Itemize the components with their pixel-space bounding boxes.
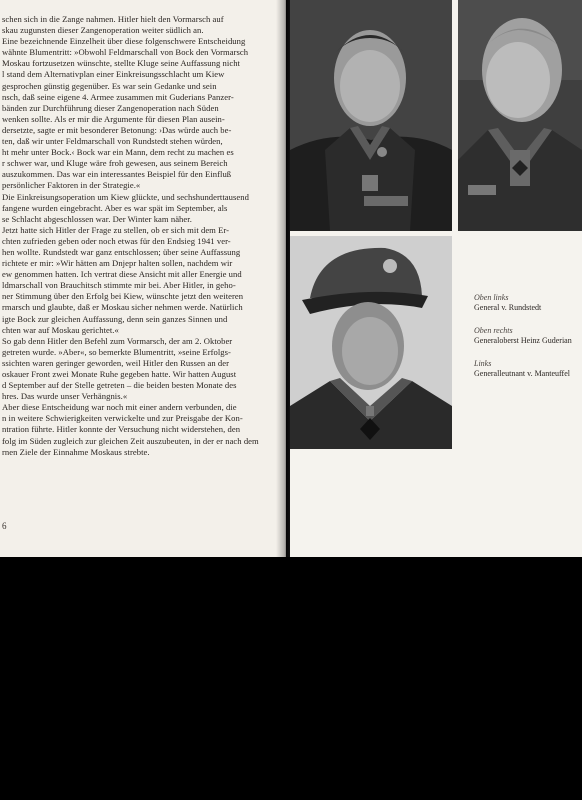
text-line: oskauer Front zwei Monate Ruhe gegeben hatte. Wir hatten August (2, 369, 237, 379)
photo-captions (474, 293, 582, 392)
text-line: fangene wurden eingebracht. Aber es war spät im September, als (2, 202, 228, 213)
caption-heading: Links (474, 359, 492, 368)
text-line: se Schlacht abgeschlossen war. Der Winter kam näher. (2, 213, 192, 224)
text-line: ew genommen hatten. Ich vertrat diese Ansicht mit aller Energie und (2, 269, 242, 280)
text-line: ten, daß wir unter Feldmarschall von Rundstedt stehen würden, (2, 136, 223, 147)
text-line: folg im Süden zugleich zur gleichen Zeit auszubeuten, in der er nach dem (2, 435, 259, 446)
text-line: n in weitere Schwierigkeiten verwickelte und zur Preisgabe der Kon- (2, 413, 243, 424)
caption-top-left (474, 293, 582, 313)
caption-top-right (474, 326, 582, 346)
text-line: gesprochen günstig gegenüber. Es war sein Gedanke und sein (2, 80, 217, 91)
text-line: So gab denn Hitler den Befehl zum Vormarsch, der am 2. Oktober (2, 335, 233, 346)
book-gutter (276, 0, 290, 557)
text-line: chten war auf Moskau gerichtet.« (2, 324, 119, 335)
text-line: wähnte Blumentritt: »Obwohl Feldmarschall von Bock den Vormarsch (2, 47, 249, 58)
text-line: richtete er mir: »Wir hätten am Dnjepr halten sollen, nachdem wir (2, 258, 233, 269)
text-line: bänden zur Durchführung dieser Zangenoperation nach Süden (2, 102, 219, 113)
text-line: ntration führte. Hitler konnte der Versuchung nicht widerstehen, den (2, 424, 241, 435)
caption-text: Generalleutnant v. Manteuffel (474, 369, 570, 378)
caption-heading: Oben links (474, 293, 509, 302)
text-line: Aber diese Entscheidung war noch mit einer andern verbunden, die (2, 402, 237, 413)
text-line: schen sich in die Zange nahmen. Hitler hielt den Vormarsch auf (2, 14, 224, 24)
text-line: Die Einkreisungsoperation um Kiew glückte, und sechshunderttausend (2, 191, 249, 202)
text-line: ssichten waren geringer geworden, weil Hitler den Russen an der (2, 357, 229, 368)
text-line: rnen Ziele der Einnahme Moskaus strebte. (2, 446, 150, 457)
caption-text: General v. Rundstedt (474, 303, 542, 312)
text-line: rmarsch und glaubte, daß er Moskau sicher nehmen werde. Natürlich (2, 302, 243, 313)
text-line: wenken sollte. Als er mir die Argumente für diesen Plan ausein- (2, 113, 225, 124)
text-line: ht mehr unter Bock.‹ Bock war ein Mann, dem recht zu machen es (2, 147, 234, 158)
text-line: d September auf der Stelle getreten – die beiden besten Monate des (2, 380, 237, 391)
text-line: getreten wurde. »Aber«, so bemerkte Blumentritt, »seine Erfolgs- (2, 346, 231, 357)
text-line: dersetzte, sagte er mit besonderer Betonung: ›Das würde auch be- (2, 124, 232, 135)
text-line: chten zufrieden geben oder noch etwas für den Endsieg 1941 ver- (2, 235, 231, 246)
right-page (290, 0, 582, 557)
text-line: Eine bezeichnende Einzelheit über diese folgenschwere Entscheidung (2, 36, 246, 47)
portrait-photo-center (290, 236, 452, 449)
caption-left (474, 359, 582, 379)
caption-heading: Oben rechts (474, 326, 513, 335)
caption-text: Generaloberst Heinz Guderian (474, 336, 572, 345)
left-page (0, 0, 286, 557)
text-line: ldmarschall von Brauchitsch stimmte mir bei. Aber Hitler, in geho- (2, 280, 236, 291)
text-line: persönlicher Faktoren in der Strategie.« (2, 180, 141, 191)
portrait-photo-top-right (458, 0, 582, 231)
text-line: hres. Das wurde unser Verhängnis.« (2, 391, 128, 402)
text-line: Moskau fortzusetzen wünschte, stellte Kluge seine Auffassung nicht (2, 58, 240, 69)
portrait-photo-top-left (290, 0, 452, 231)
text-line: hen wollte. Rundstedt war ganz entschlossen; über seine Auffassung (2, 246, 241, 257)
text-line: ner Stimmung über den Erfolg bei Kiew, wünschte jetzt den weiteren (2, 291, 244, 302)
page-number: 6 (2, 521, 7, 531)
text-line: r schwer war, und Kluge wäre froh gewesen, aus seinem Bereich (2, 158, 228, 169)
text-line: skau zugunsten dieser Zangenoperation weiter südlich an. (2, 25, 204, 36)
text-line: Jetzt hatte sich Hitler der Frage zu stellen, ob er sich mit dem Er- (2, 224, 230, 235)
text-line: auszukommen. Das war ein interessantes Beispiel für den Einfluß (2, 169, 232, 180)
body-text (2, 14, 270, 458)
text-line: l stand dem Alternativplan einer Einkreisungsschlacht um Kiew (2, 69, 225, 80)
text-line: igte Bock zur gleichen Auffassung, denn sein ganzes Sinnen und (2, 313, 228, 324)
text-line: nsch, daß seine eigene 4. Armee zusammen mit Guderians Panzer- (2, 91, 234, 102)
